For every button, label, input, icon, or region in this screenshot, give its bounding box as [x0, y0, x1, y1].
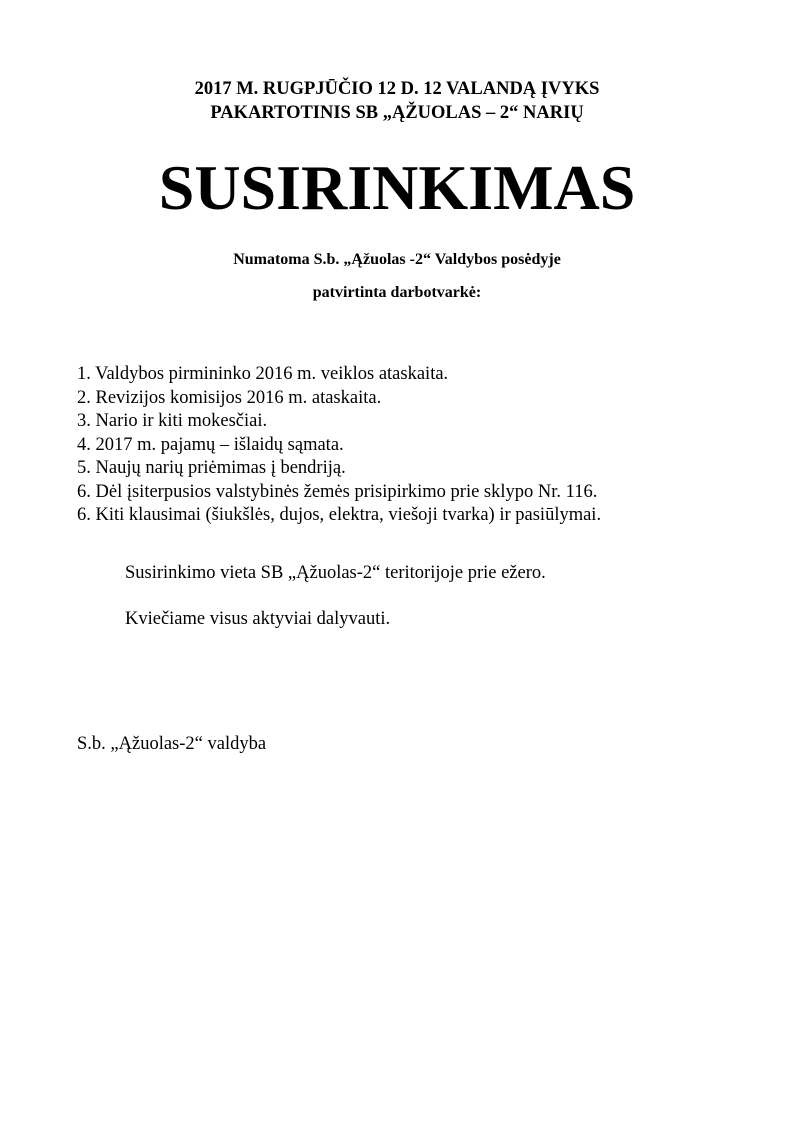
agenda-item: 5. Naujų narių priėmimas į bendriją. — [77, 458, 346, 478]
agenda-list — [77, 363, 601, 528]
agenda-item: 6. Dėl įsiterpusios valstybinės žemės prisipirkimo prie sklypo Nr. 116. — [77, 481, 598, 502]
page-title: SUSIRINKIMAS — [158, 152, 636, 223]
agenda-item: 3. Nario ir kiti mokesčiai. — [77, 411, 268, 431]
subtitle-line-2: patvirtinta darbotvarkė: — [312, 284, 482, 301]
meeting-location: Susirinkimo vieta SB „Ąžuolas-2“ teritorijoje prie ežero. — [125, 563, 546, 583]
invitation-text: Kviečiame visus aktyviai dalyvauti. — [125, 609, 391, 629]
subtitle-line-1: Numatoma S.b. „Ąžuolas -2“ Valdybos posėdyje — [233, 251, 561, 268]
signature: S.b. „Ąžuolas-2“ valdyba — [77, 734, 267, 754]
header-line-organization: PAKARTOTINIS SB „ĄŽUOLAS – 2“ NARIŲ — [210, 103, 584, 123]
header-line-date: 2017 M. RUGPJŪČIO 12 D. 12 VALANDĄ ĮVYKS — [194, 79, 600, 99]
agenda-item: 2. Revizijos komisijos 2016 m. ataskaita. — [77, 387, 382, 408]
agenda-item: 1. Valdybos pirmininko 2016 m. veiklos ataskaita. — [77, 364, 449, 384]
agenda-item: 4. 2017 m. pajamų – išlaidų sąmata. — [77, 434, 344, 455]
agenda-item: 6. Kiti klausimai (šiukšlės, dujos, elektra, viešoji tvarka) ir pasiūlymai. — [77, 505, 602, 525]
